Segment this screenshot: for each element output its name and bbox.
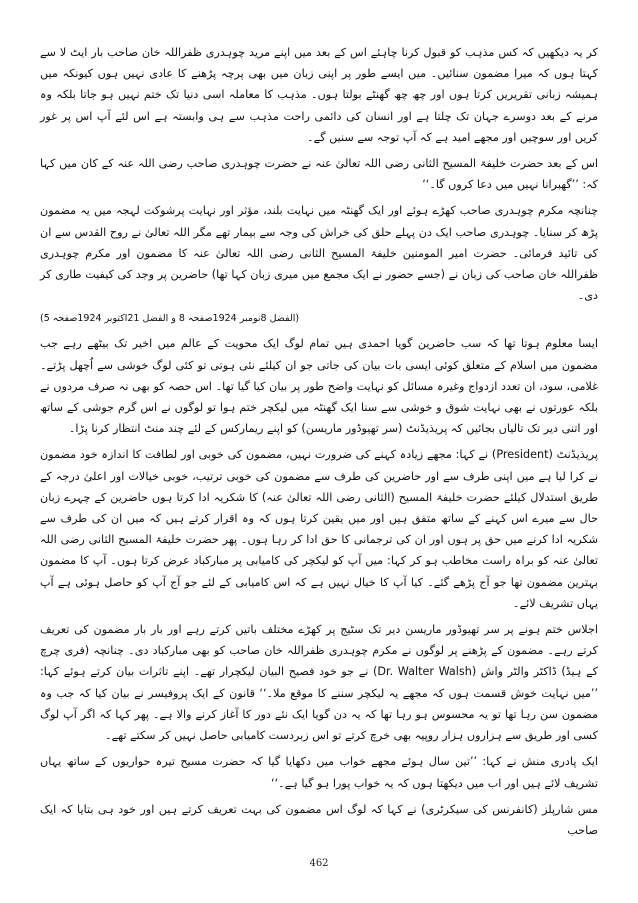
paragraph: اس کے بعد حضرت خلیفۃ المسیح الثانی رضی اللہ تعالیٰ عنہ نے حضرت چوہدری صاحب رضی اللہ عنہ کے کان میں کہا کہ: ’’گھبرانا نہیں میں دعا کروں گا۔‘‘ (40, 157, 598, 192)
paragraph: مس شارپلز (کانفرنس کی سیکرٹری) نے کہا کہ لوگ اس مضمون کی بہت تعریف کرتے ہیں اور خود ہی بتایا کہ ایک صاحب (40, 802, 598, 837)
paragraph: پریذیڈنٹ (President) نے کہا: مجھے زیادہ کہنے کی ضرورت نہیں، مضمون کی خوبی اور لطافت کا اندازہ خود مضمون نے کرا لیا ہے میں اپنی طرف سے اور حاضرین کی طرف سے مضمون کی خوبی ترتیب، خوبی خیالات اور اعلیٰ درجہ کے طریق استدلال کیلئے حضرت خلیفۃ المسیح (الثانی رضی اللہ تعالیٰ عنہ) کا شکریہ ادا کرتا ہوں حاضرین کے چہرے زبان حال سے میرے اس کہنے کے ساتھ متفق ہیں اور میں یقین کرتا ہوں کہ وہ اقرار کرتے ہیں کہ میں ان کی طرف سے شکریہ ادا کرنے میں حق پر ہوں اور ان کی ترجمانی کا حق ادا کر رہا ہوں۔ پھر حضرت خلیفۃ المسیح الثانی رضی اللہ تعالیٰ عنہ کو براہ راست مخاطب ہو کر کہا: میں آپ کو لیکچر کی کامیابی پر مبارکباد عرض کرتا ہوں۔ آپ کا مضمون بہترین مضمون تھا جو آج پڑھے گئے۔ کیا آپ کا خیال نہیں ہے کہ اس کامیابی کے لئے جو آج آپ کو حاصل ہوئی ہے آپ یہاں تشریف لائے۔ (40, 448, 599, 610)
paragraph: چنانچہ مکرم چوہدری صاحب کھڑے ہوئے اور ایک گھنٹہ میں نہایت بلند، مؤثر اور نہایت پرشوکت لہجہ میں یہ مضمون پڑھ کر سنایا۔ چوہدری صاحب ایک دن پہلے حلق کی خراش کی وجہ سے بیمار تھے مگر اللہ تعالیٰ نے روح القدس سے ان کی تائید فرمائی۔ حضرت امیر المومنین خلیفۃ المسیح الثانی رضی اللہ تعالیٰ عنہ کا مضمون اور مکرم چوہدری ظفراللہ خان صاحب کی زبان نے (جسے حضور نے ایک مجمع میں میری زبان کہا تھا) حاضرین پر وجد کی کیفیت طاری کر دی۔ (40, 204, 598, 303)
paragraph: ایسا معلوم ہوتا تھا کہ سب حاضرین گویا احمدی ہیں تمام لوگ ایک محویت کے عالم میں اخیر تک بیٹھے رہے جب مضمون میں اسلام کے متعلق کوئی ایسی بات بیان کی جاتی جو ان کیلئے نئی ہوتی تو کئی لوگ خوشی سے اُچھل پڑتے۔ غلامی، سود، ان تعدد ازدواج وغیرہ مسائل کو نہایت واضح طور پر بیان کیا گیا تھا۔ اس حصہ کو بھی نہ صرف مردوں نے بلکہ عورتوں نے بھی نہایت شوق و خوشی سے سنا ایک گھنٹہ میں لیکچر ختم ہوا تو لوگوں نے اس گرم جوشی کے ساتھ اور اتنی دیر تک تالیاں بجائیں کہ پریذیڈنٹ (سر تھیوڈور ماریسن) کو اپنے ریمارکس کے لئے چند منٹ انتظار کرنا پڑا۔ (40, 337, 598, 436)
page-number: 462 (309, 858, 329, 869)
citation: (الفضل 8نومبر 1924صفحہ 8 و الفضل 21اکتوبر 1924صفحہ 5) (40, 313, 300, 325)
paragraph: کر یہ دیکھیں کہ کس مذہب کو قبول کرنا چاہئے اس کے بعد میں اپنے مرید چوہدری ظفراللہ خان صاحب بار ایٹ لا سے کہتا ہوں کہ میرا مضمون سنائیں۔ میں ایسے طور پر اپنی زبان میں بھی پرچہ پڑھنے کا عادی نہیں ہوں کیونکہ میں ہمیشہ زبانی تقریریں کرتا ہوں اور چھ چھ گھنٹے بولتا ہوں۔ مذہب کا معاملہ اسی دنیا تک ختم نہیں ہو جاتا بلکہ وہ مرنے کے بعد دوسرے جہان تک چلتا ہے اور انسان کی دائمی راحت مذہب سے ہی وابستہ ہے اس لئے آپ اس پر غور کریں اور سوچیں اور مجھے امید ہے کہ آپ توجہ سے سنیں گے۔ (40, 46, 598, 144)
paragraph: اجلاس ختم ہونے پر سر تھیوڈور ماریسن دیر تک سٹیج پر کھڑے مختلف باتیں کرتے رہے اور بار بار مضمون کی تعریف کرتے رہے۔ مضمون کے پڑھنے پر لوگوں نے مکرم چوہدری ظفراللہ خان صاحب کو بھی مبارکباد دی۔ چنانچہ (فری چرچ کے ہیڈ) ڈاکٹر والٹر واش (Dr. Walter Walsh) نے جو خود فصیح البیان لیکچرار تھے۔ اپنے تاثرات بیان کرتے ہوئے کہا: ’’میں نہایت خوش قسمت ہوں کہ مجھے یہ لیکچر سننے کا موقع ملا۔‘‘ قانون کے ایک پروفیسر نے بیان کیا کہ جب وہ مضمون سن رہا تھا تو یہ محسوس ہو رہا تھا کہ یہ دن گویا ایک نئے دور کا آغاز کرنے والا ہے۔ پھر کہا کہ اگر آپ لوگ کسی اور طریق سے ہزاروں ہزار روپیہ بھی خرچ کرتے تو اس زبردست کامیابی حاصل نہیں کر سکتے تھے۔ (40, 623, 598, 743)
body-text (40, 42, 598, 841)
paragraph: ایک پادری منش نے کہا: ’’تین سال ہوئے مجھے خواب میں دکھایا گیا کہ حضرت مسیح تیرہ حواریوں کے ساتھ یہاں تشریف لائے ہیں اور اب میں دیکھتا ہوں کہ یہ خواب پورا ہو گیا ہے۔‘‘ (40, 755, 598, 790)
